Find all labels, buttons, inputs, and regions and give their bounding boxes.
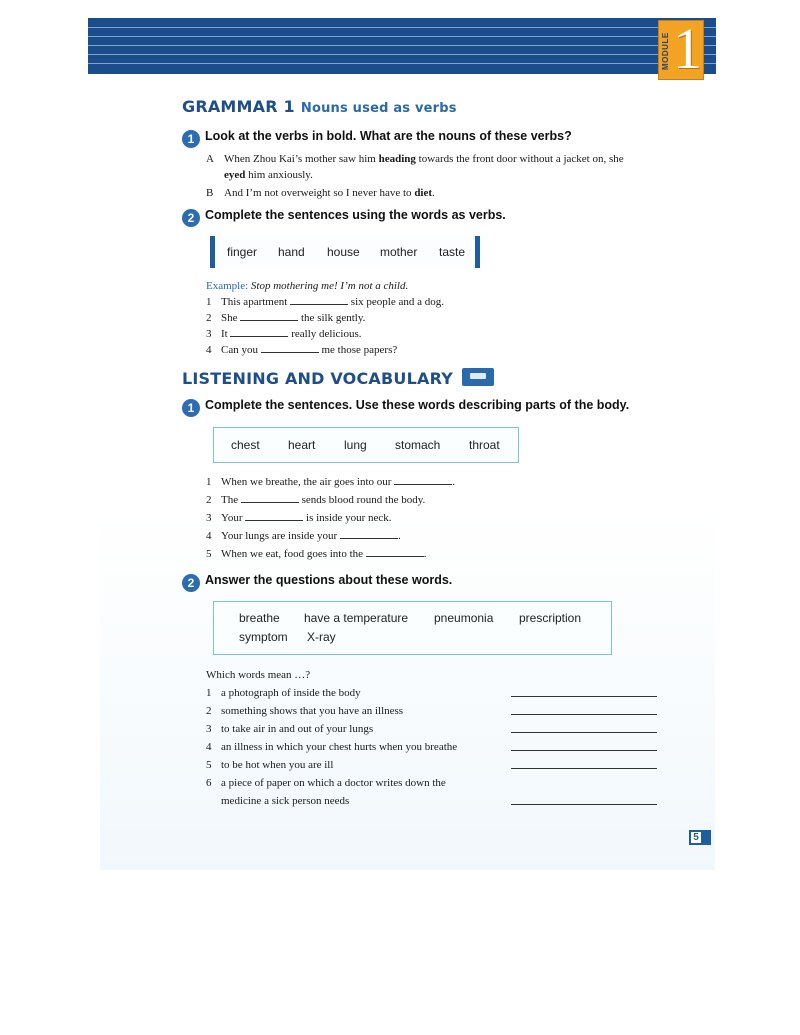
listening-ex1-instruction bbox=[182, 398, 629, 417]
item-text: . bbox=[423, 548, 427, 560]
word-option: throat bbox=[469, 438, 500, 452]
grammar-ex1-item-b bbox=[206, 185, 435, 201]
word-option: mother bbox=[380, 245, 418, 259]
page-number: 5 bbox=[690, 831, 702, 844]
medical-word-box bbox=[213, 601, 612, 655]
exercise-number-badge: 2 bbox=[182, 209, 200, 227]
header-rule bbox=[88, 54, 716, 55]
list-item bbox=[206, 774, 457, 792]
word-option: pneumonia bbox=[434, 611, 494, 625]
item-number: 5 bbox=[206, 548, 212, 560]
item-number: 3 bbox=[206, 512, 212, 524]
answer-blank[interactable] bbox=[241, 492, 299, 503]
list-item bbox=[206, 342, 444, 358]
item-number: 4 bbox=[206, 741, 212, 753]
item-letter: B bbox=[206, 187, 214, 199]
item-text: me those papers? bbox=[321, 344, 398, 356]
item-text: him anxiously. bbox=[245, 169, 313, 181]
instruction-text: Complete the sentences using the words as verbs. bbox=[205, 208, 506, 222]
listening-title: LISTENING AND VOCABULARY bbox=[182, 369, 454, 388]
answer-blank[interactable] bbox=[366, 546, 424, 557]
word-option: heart bbox=[288, 438, 316, 452]
item-text: This apartment bbox=[221, 296, 288, 308]
grammar-word-box bbox=[210, 236, 480, 268]
example-line bbox=[206, 278, 444, 294]
answer-blank[interactable] bbox=[290, 294, 348, 305]
item-number: 2 bbox=[206, 705, 212, 717]
grammar-ex1-instruction bbox=[182, 129, 572, 148]
word-box-right-bar bbox=[475, 236, 480, 268]
item-number: 4 bbox=[206, 530, 212, 542]
item-letter: A bbox=[206, 153, 214, 165]
answer-line[interactable] bbox=[511, 714, 657, 715]
grammar-heading: GRAMMAR 1 bbox=[182, 97, 295, 116]
grammar-ex2-list bbox=[206, 278, 444, 358]
instruction-text: Complete the sentences. Use these words describing parts of the body. bbox=[205, 398, 630, 412]
answer-blank[interactable] bbox=[261, 342, 319, 353]
instruction-text: Answer the questions about these words. bbox=[205, 573, 453, 587]
listening-ex2-instruction bbox=[182, 573, 452, 592]
item-text: When we breathe, the air goes into our bbox=[221, 476, 392, 488]
word-option: lung bbox=[344, 438, 367, 452]
header-rule bbox=[88, 27, 716, 28]
word-option: stomach bbox=[395, 438, 441, 452]
item-text: something shows that you have an illness bbox=[221, 705, 404, 717]
grammar-subtitle: Nouns used as verbs bbox=[300, 101, 457, 116]
answer-line[interactable] bbox=[511, 768, 657, 769]
item-text: The bbox=[221, 494, 239, 506]
item-text: And I’m not overweight so I never have to bbox=[224, 187, 415, 199]
answer-line[interactable] bbox=[511, 750, 657, 751]
answer-blank[interactable] bbox=[245, 510, 303, 521]
word-option: finger bbox=[227, 245, 258, 259]
module-label: MODULE bbox=[661, 32, 670, 70]
word-option: house bbox=[327, 245, 360, 259]
item-text: towards the front door without a jacket on, she bbox=[415, 153, 624, 165]
item-text: It bbox=[221, 328, 228, 340]
item-number: 4 bbox=[206, 344, 212, 356]
answer-line[interactable] bbox=[511, 732, 657, 733]
list-item bbox=[206, 702, 457, 720]
item-text: When Zhou Kai’s mother saw him bbox=[224, 153, 379, 165]
item-number: 2 bbox=[206, 312, 212, 324]
item-number: 1 bbox=[206, 687, 212, 699]
item-text: She bbox=[221, 312, 238, 324]
item-number: 5 bbox=[206, 759, 212, 771]
item-text: the silk gently. bbox=[301, 312, 366, 324]
listening-ex1-list bbox=[206, 473, 455, 563]
item-number: 1 bbox=[206, 296, 212, 308]
list-item bbox=[206, 545, 455, 563]
item-text: sends blood round the body. bbox=[301, 494, 426, 506]
exercise-number-badge: 1 bbox=[182, 399, 200, 417]
body-parts-word-box bbox=[213, 427, 519, 463]
answer-blank[interactable] bbox=[230, 326, 288, 337]
word-option: chest bbox=[231, 438, 260, 452]
word-box-left-bar bbox=[210, 236, 215, 268]
cassette-tape-icon bbox=[462, 368, 494, 386]
item-number: 2 bbox=[206, 494, 212, 506]
list-item bbox=[206, 509, 455, 527]
header-rule bbox=[88, 63, 716, 64]
item-text: Your lungs are inside your bbox=[221, 530, 338, 542]
list-item bbox=[206, 326, 444, 342]
item-text: . bbox=[397, 530, 401, 542]
word-option: breathe bbox=[239, 611, 280, 625]
grammar-ex1-item-a bbox=[206, 151, 624, 183]
list-item bbox=[206, 473, 455, 491]
answer-blank[interactable] bbox=[394, 474, 452, 485]
item-number: 1 bbox=[206, 476, 212, 488]
item-text: . bbox=[452, 476, 455, 488]
grammar-ex2-instruction bbox=[182, 208, 506, 227]
word-option: taste bbox=[439, 245, 466, 259]
item-number: 6 bbox=[206, 777, 212, 789]
word-option: symptom bbox=[239, 630, 288, 644]
item-text: six people and a dog. bbox=[350, 296, 444, 308]
bold-verb: eyed bbox=[224, 169, 246, 181]
list-item bbox=[206, 294, 444, 310]
item-text: a piece of paper on which a doctor writes down the bbox=[221, 777, 446, 789]
header-rule bbox=[88, 36, 716, 37]
header-band bbox=[88, 18, 716, 74]
grammar-title bbox=[182, 97, 457, 116]
module-badge bbox=[658, 16, 704, 81]
item-text: is inside your neck. bbox=[306, 512, 392, 524]
list-item bbox=[206, 684, 457, 702]
list-item bbox=[206, 491, 455, 509]
page-number-tab bbox=[689, 830, 711, 845]
item-text: really delicious. bbox=[291, 328, 362, 340]
list-item bbox=[206, 738, 457, 756]
list-item bbox=[206, 310, 444, 326]
word-option: have a temperature bbox=[304, 611, 409, 625]
item-text: to be hot when you are ill bbox=[221, 759, 334, 771]
header-rule bbox=[88, 45, 716, 46]
word-option: hand bbox=[278, 245, 305, 259]
example-label: Example: bbox=[206, 280, 249, 292]
lead-question: Which words mean …? bbox=[206, 669, 311, 681]
item-number: 3 bbox=[206, 723, 212, 735]
exercise-number-badge: 1 bbox=[182, 130, 200, 148]
exercise-number-badge: 2 bbox=[182, 574, 200, 592]
bold-verb: heading bbox=[378, 153, 416, 165]
module-number: 1 bbox=[673, 16, 702, 81]
item-text: When we eat, food goes into the bbox=[221, 548, 364, 560]
list-item bbox=[206, 527, 455, 545]
cassette-window bbox=[470, 373, 486, 379]
item-text: Can you bbox=[221, 344, 258, 356]
word-option: X-ray bbox=[307, 630, 336, 644]
item-text: a photograph of inside the body bbox=[221, 687, 361, 699]
bold-verb: diet bbox=[414, 187, 433, 199]
item-text: to take air in and out of your lungs bbox=[221, 723, 374, 735]
word-option: prescription bbox=[519, 611, 582, 625]
listening-ex2-list bbox=[206, 666, 457, 810]
item-text: Your bbox=[221, 512, 243, 524]
answer-blank[interactable] bbox=[240, 310, 298, 321]
list-item bbox=[206, 720, 457, 738]
answer-line[interactable] bbox=[511, 804, 657, 805]
list-item-continued bbox=[206, 792, 457, 810]
answer-blank[interactable] bbox=[340, 528, 398, 539]
list-item bbox=[206, 756, 457, 774]
item-text: . bbox=[432, 187, 435, 199]
example-text: Stop mothering me! I’m not a child. bbox=[250, 280, 409, 292]
answer-line[interactable] bbox=[511, 696, 657, 697]
item-text: medicine a sick person needs bbox=[221, 795, 350, 807]
instruction-text: Look at the verbs in bold. What are the nouns of these verbs? bbox=[205, 129, 572, 143]
item-number: 3 bbox=[206, 328, 212, 340]
item-text: an illness in which your chest hurts when you breathe bbox=[221, 741, 458, 753]
